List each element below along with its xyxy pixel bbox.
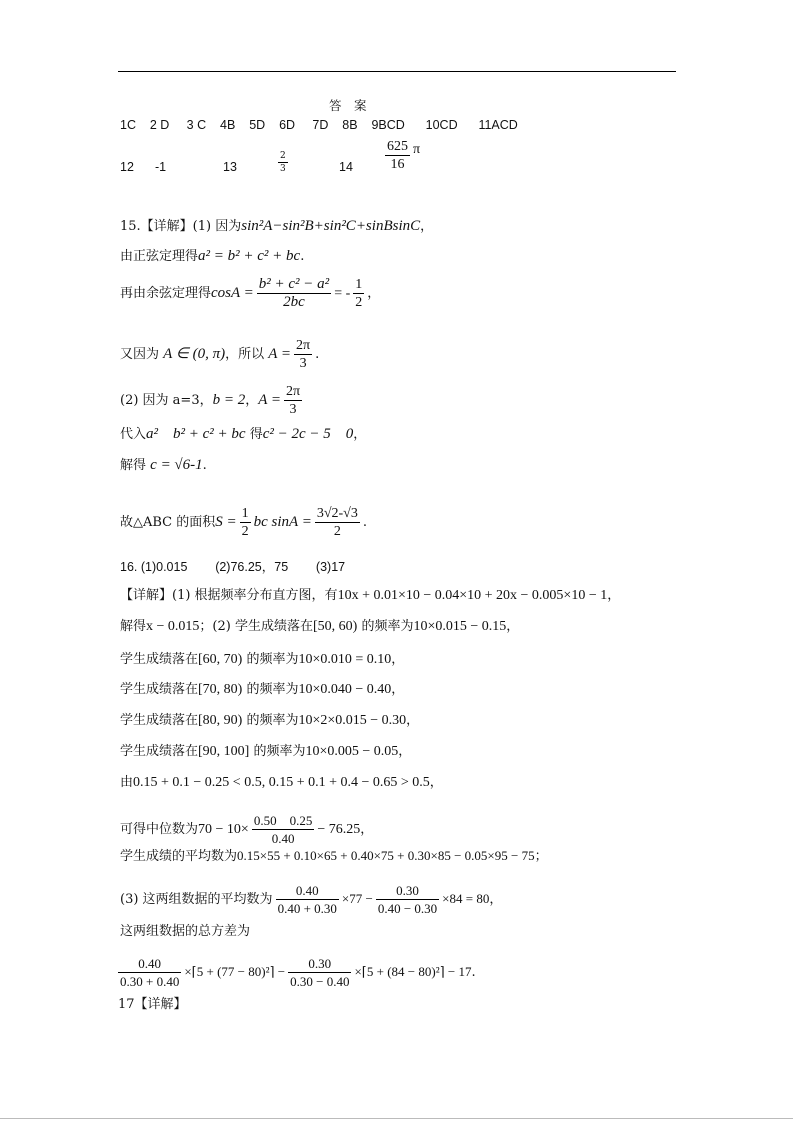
answers-row-1: 1C 2 D 3 C 4B 5D 6D 7D 8B 9BCD 10CD 11ACD [120,118,518,132]
q16-l2-mid: ；(2) 学生成绩落在 [199,619,313,634]
q15-line4-math: A ∈ (0, π) [163,346,226,362]
q13-label: 13 [223,160,237,174]
q15-line6-math: a² b² + c² + bc [146,426,246,442]
q15-line3-lhs: cosA = [211,285,254,301]
q15-line6-text: 代入 [120,427,147,442]
q16-l5-math: 10×2×0.015 − 0.30 [298,713,407,728]
q15-line2-end: . [300,249,305,264]
q15-head: 15.【详解】(1) 因为 [120,219,242,234]
q16-l2-mid2: 的频率为 [357,619,414,634]
q16-l4-mid: 的频率为 [242,682,299,697]
q16-line-7 [120,773,443,793]
q16-l1-end: ， [607,588,621,603]
q15-line3-end: ， [367,286,381,301]
q16-l3-int: [60, 70) [198,652,243,667]
q16-l8-lhs: 70 − 10× [198,822,249,837]
q16-line-9 [120,846,548,867]
q16-l6-math: 10×0.005 − 0.05 [305,744,399,759]
q15-line3-fden: 2 [355,295,363,310]
q15-line8-text: 故△ABC 的面积 [120,515,216,530]
q12-value: -1 [155,160,167,174]
q15-line3-num: b² + c² − a² [258,276,330,292]
q16-l12-f1num: 0.40 [118,955,181,973]
q16-l4-math: 10×0.040 − 0.40 [298,682,392,697]
q15-line3-eq: = - [334,286,351,301]
q15-line-7 [120,455,207,476]
q16-l10-end: ， [489,892,503,907]
header-rule [118,71,676,72]
q16-line-1 [120,586,620,606]
q16-l12-mid1: ×⌈5 + (77 − 80)²⌉ − [184,964,286,979]
q15-line4-lhs: A = [268,346,292,362]
q16-l8-rhs: − 76.25 [317,822,361,837]
q16-l2-end: ， [506,619,520,634]
q16-line-8 [120,812,373,847]
q16-l5-text: 学生成绩落在 [120,713,199,728]
q16-l8-den: 0.40 [271,831,295,846]
q16-l3-end: ， [391,652,405,667]
q15-line7-end: . [202,458,207,473]
q15-line5-lhs: A = [258,392,281,408]
q15-line5-b: b = 2 [212,392,246,408]
q16-l9-text: 学生成绩的平均数为 [120,849,238,864]
q15-line7-math: c = √6-1 [150,457,203,473]
q16-l5-end: ， [406,713,420,728]
q16-line-2 [120,617,519,637]
q16-line-12 [118,955,476,990]
q16-l1-math: 10x + 0.01×10 − 0.04×10 + 20x − 0.005×10 − 1 [337,588,608,603]
q15-line2-math: a² = b² + c² + bc [198,248,301,264]
q16-l4-int: [70, 80) [198,682,243,697]
q15-line6-math2: c² − 2c − 5 0 [262,426,354,442]
q16-l6-text: 学生成绩落在 [120,744,199,759]
q16-l10-f1num: 0.40 [276,882,339,900]
q14-denominator: 16 [390,157,405,172]
q15-line6-end: ， [353,427,367,442]
q16-l12-f2num: 0.30 [288,955,351,973]
q15-line3-den: 2bc [283,294,305,310]
q15-line-1 [120,216,433,237]
q15-line5-den: 3 [289,402,297,417]
q16-l4-end: ， [391,682,405,697]
q16-l7-text: 由 [120,775,134,790]
q15-line5-text: (2) 因为 a=3， [120,393,213,408]
q16-l10-f2den: 0.40 − 0.30 [377,901,438,916]
q15-line4-den: 3 [299,356,307,371]
q16-l3-math: 10×0.010 = 0.10 [298,652,392,667]
q16-line-3 [120,650,404,670]
q15-line4-end: . [315,347,320,362]
q16-l3-text: 学生成绩落在 [120,652,199,667]
q16-line-5 [120,711,419,731]
q16-l10-mid: ×77 − [341,891,373,906]
q15-line3-text: 再由余弦定理得 [120,286,212,301]
q14-numerator: 625 [387,139,408,154]
q16-l2-math2: [50, 60) [312,619,358,634]
q16-l2-math3: 10×0.015 − 0.15 [413,619,507,634]
q14-fraction [382,138,420,173]
q16-l5-mid: 的频率为 [242,713,299,728]
q16-l1-text: 【详解】(1) 根据频率分布直方图，有 [120,588,338,603]
q16-l12-mid2: ×⌈5 + (84 − 80)²⌉ − 17 [354,964,472,979]
q16-l2-math: x − 0.015 [146,619,200,634]
q15-line4-text: 又因为 [120,347,160,362]
q16-l8-end: ， [360,822,374,837]
page-bottom-border [0,1118,793,1119]
q16-l2-text: 解得 [120,619,147,634]
q16-l9-end: ； [534,849,548,864]
q15-line4-mid: ，所以 [225,347,265,362]
q15-line8-fden: 2 [333,524,341,539]
q15-line1-math: sin²A−sin²B+sin²C+sinBsinC [241,218,421,234]
q16-l5-int: [80, 90) [198,713,243,728]
q16-l7-math: 0.15 + 0.1 − 0.25 < 0.5, 0.15 + 0.1 + 0.4 − 0.65 > 0.5 [133,775,430,790]
q16-l4-text: 学生成绩落在 [120,682,199,697]
answer-title: 答 案 [329,99,367,113]
q15-line3-fnum: 1 [355,277,363,292]
q15-line-3 [120,276,380,311]
q15-line8-end: . [362,515,367,530]
q15-line1-end: ， [420,219,434,234]
q16-l12-f1den: 0.30 + 0.40 [120,974,180,989]
q13-fraction [275,150,291,175]
q15-line-6 [120,424,366,445]
q14-label: 14 [339,160,353,174]
q15-line8-fnum: 3√2-√3 [316,506,358,521]
q15-line-2 [120,246,304,267]
q15-line-5 [120,383,305,418]
q15-line2-text: 由正弦定理得 [120,249,199,264]
q15-line6-mid: 得 [245,427,263,442]
q15-line-4 [120,337,319,372]
q16-l12-f2den: 0.30 − 0.40 [290,974,350,989]
q16-l6-mid: 的频率为 [249,744,306,759]
q15-line7-text: 解得 [120,458,147,473]
q16-l6-end: ， [398,744,412,759]
q16-l9-math: 0.15×55 + 0.10×65 + 0.40×75 + 0.30×85 − 0.05×95 − 75 [237,848,535,863]
q15-line8-lhs: S = [215,514,237,530]
q16-l6-int: [90, 100] [198,744,250,759]
q16-head: 16. (1)0.015 (2)76.25，75 (3)17 [120,560,346,574]
q14-suffix: π [413,141,421,157]
q15-line8-mid: bc sinA = [253,514,312,530]
q15-line8-num: 1 [241,506,249,521]
q15-line5-num: 2π [286,384,301,399]
q17-head: 17【详解】 [118,997,187,1012]
q16-l10-text: (3) 这两组数据的平均数为 [120,892,273,907]
q16-l3-mid: 的频率为 [242,652,299,667]
q16-l7-end: ， [429,775,443,790]
q16-l10-f1den: 0.40 + 0.30 [277,901,337,916]
q16-l10-rhs: ×84 = 80 [442,891,490,906]
q15-line4-num: 2π [296,338,311,353]
q16-l10-f2num: 0.30 [376,882,439,900]
q16-l12-end: . [471,965,476,980]
q16-l8-num: 0.50 0.25 [253,813,313,828]
q12-label: 12 [120,160,134,174]
q13-numerator: 2 [280,151,286,161]
q16-l11-text: 这两组数据的总方差为 [120,924,251,939]
q15-line8-den: 2 [241,524,249,539]
q16-line-6 [120,742,411,762]
q15-line-8 [120,505,367,540]
q15-line5-sep: ， [245,393,259,408]
q13-denominator: 3 [280,164,286,174]
q16-l8-text: 可得中位数为 [120,822,199,837]
q16-line-4 [120,680,404,700]
q16-line-10 [120,882,502,917]
